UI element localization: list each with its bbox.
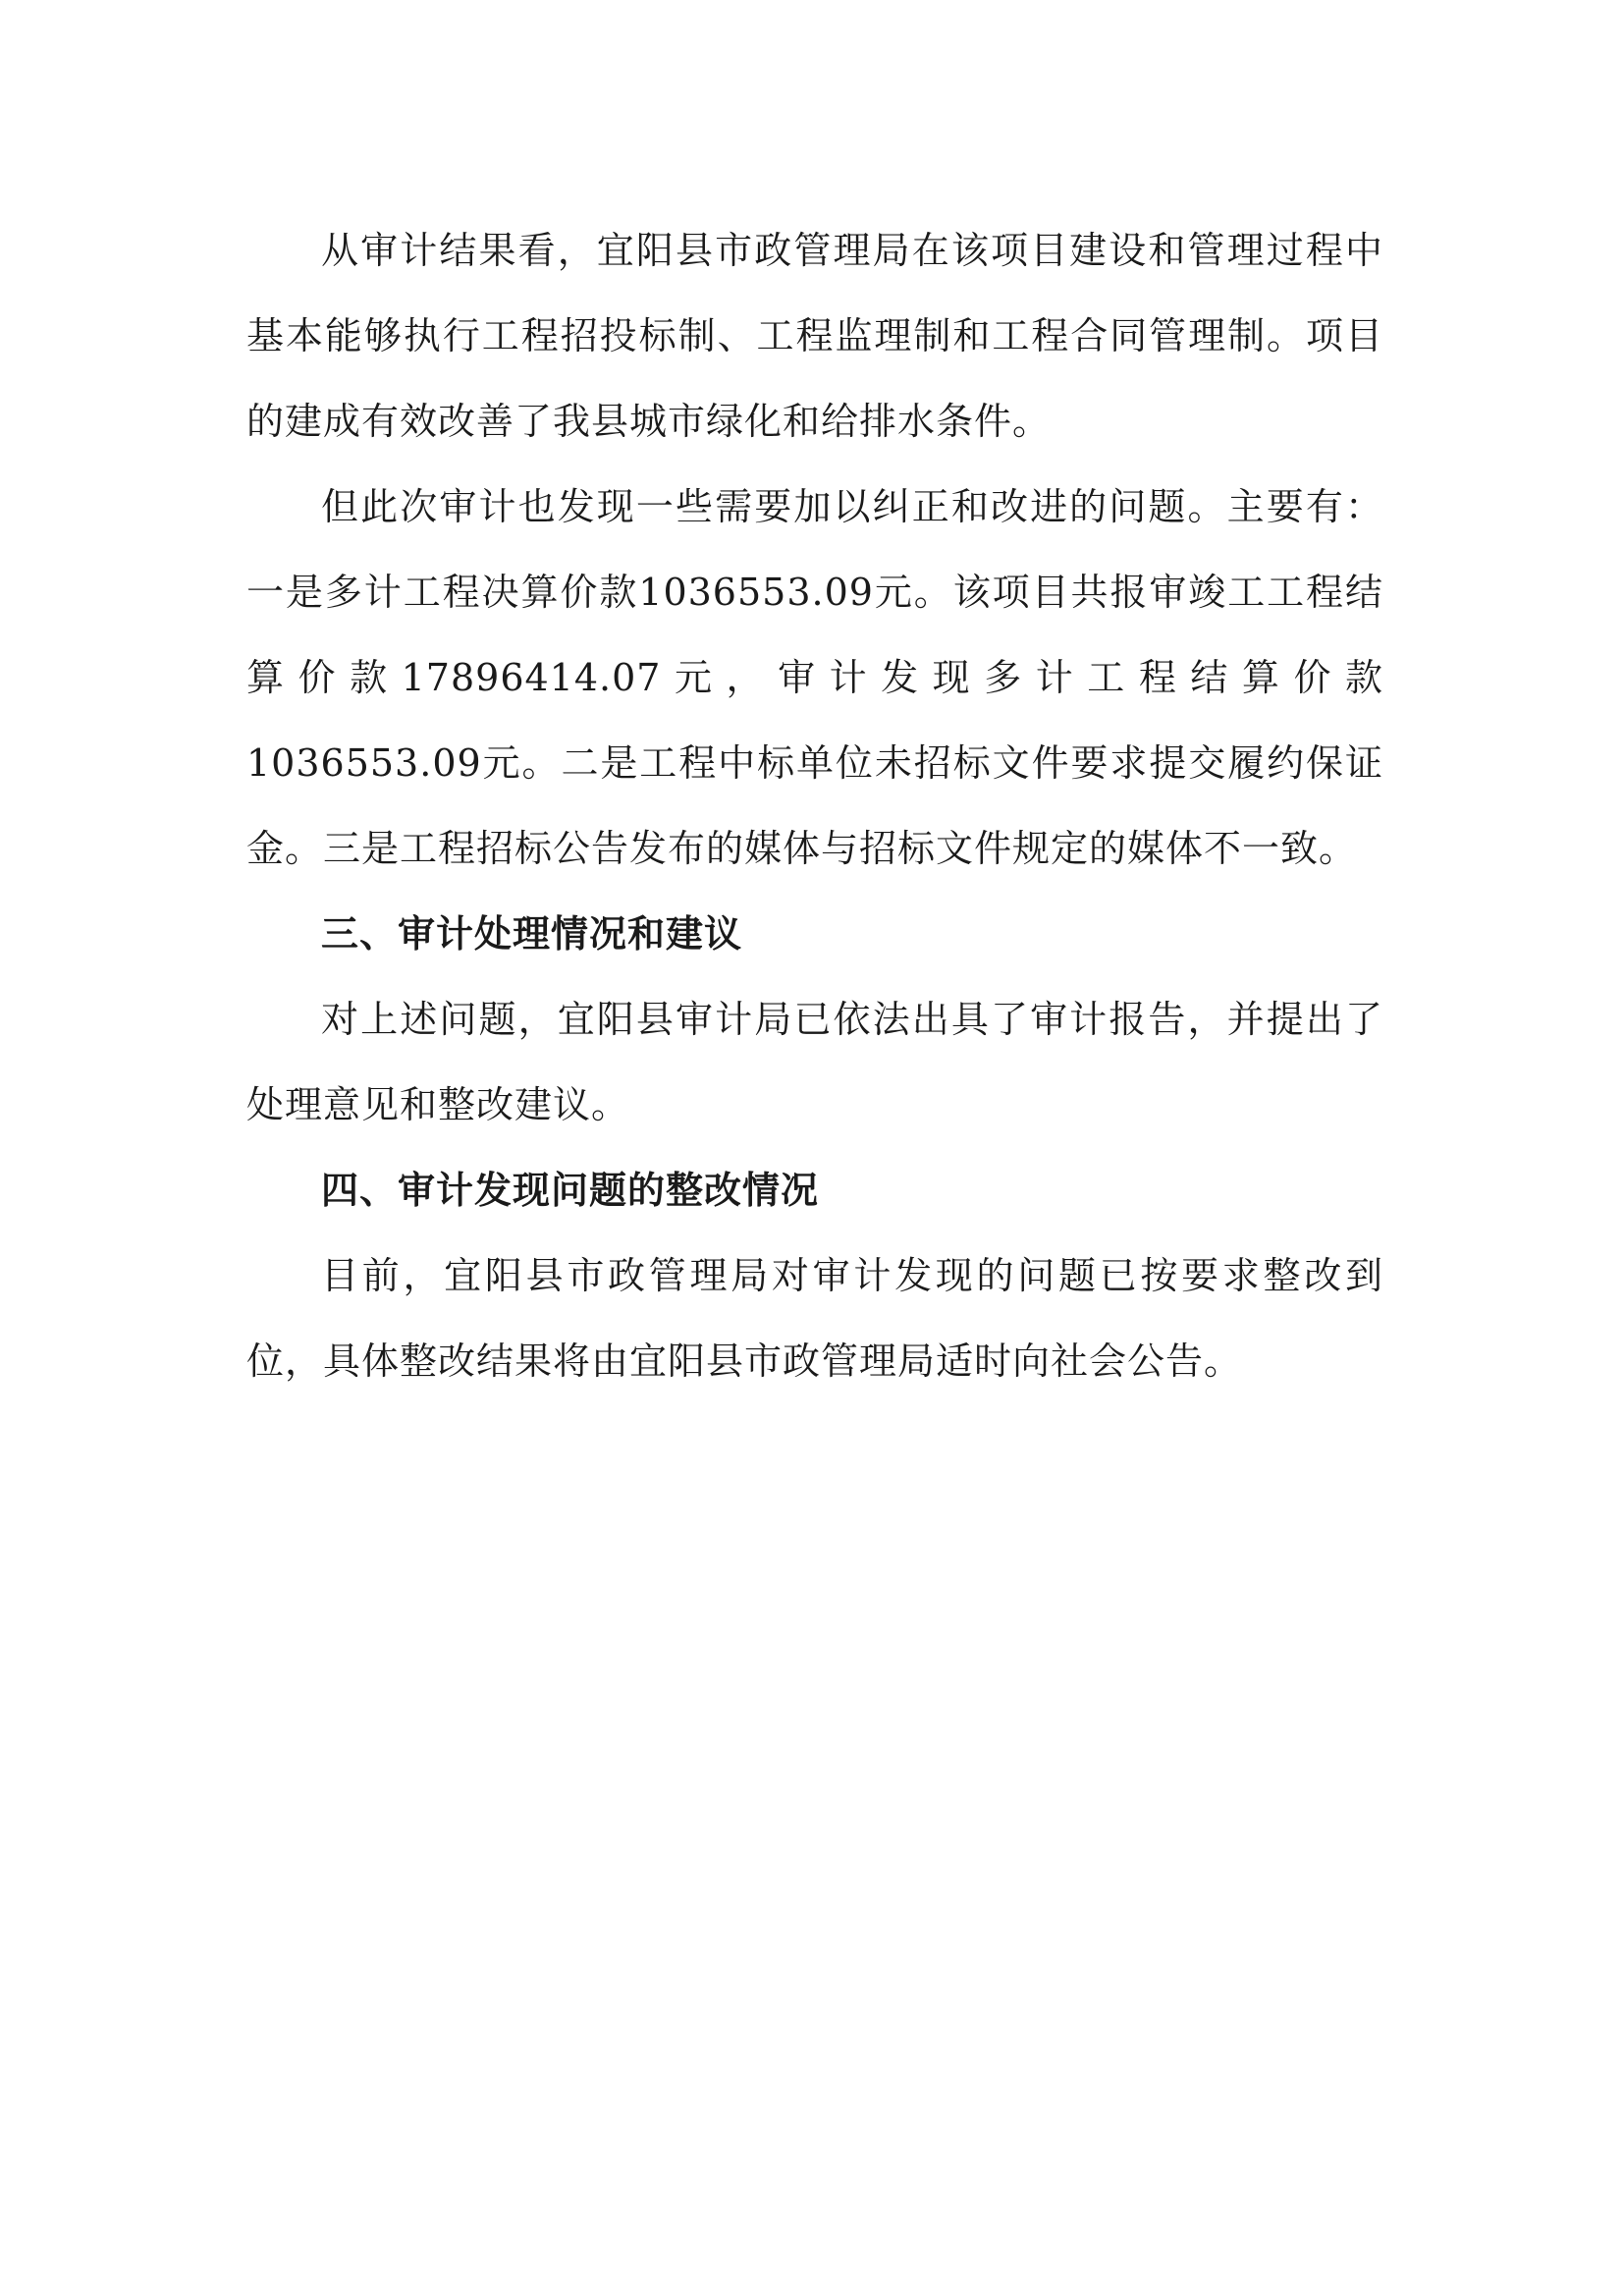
paragraph-audit-result: 从审计结果看，宜阳县市政管理局在该项目建设和管理过程中基本能够执行工程招投标制、工程监理制和工程合同管理制。项目的建成有效改善了我县城市绿化和给排水条件。 bbox=[246, 229, 1383, 443]
heading-section-three: 三、审计处理情况和建议 bbox=[321, 912, 743, 956]
paragraph-problems-found: 但此次审计也发现一些需要加以纠正和改进的问题。主要有：一是多计工程决算价款1036553.09元。该项目共报审竣工工程结算价款17896414.07元，审计发现多计工程结算价款1036553.09元。二是工程中标单位未招标文件要求提交履约保证金。三是工程招标公告发布的媒体与招标文件规定的媒体不一致。 bbox=[246, 485, 1383, 870]
paragraph-rectification: 目前，宜阳县市政管理局对审计发现的问题已按要求整改到位，具体整改结果将由宜阳县市政管理局适时向社会公告。 bbox=[246, 1254, 1383, 1383]
paragraph-audit-handling: 对上述问题，宜阳县审计局已依法出具了审计报告，并提出了处理意见和整改建议。 bbox=[246, 998, 1383, 1126]
document-body bbox=[246, 208, 1383, 1404]
heading-section-four: 四、审计发现问题的整改情况 bbox=[321, 1169, 820, 1212]
